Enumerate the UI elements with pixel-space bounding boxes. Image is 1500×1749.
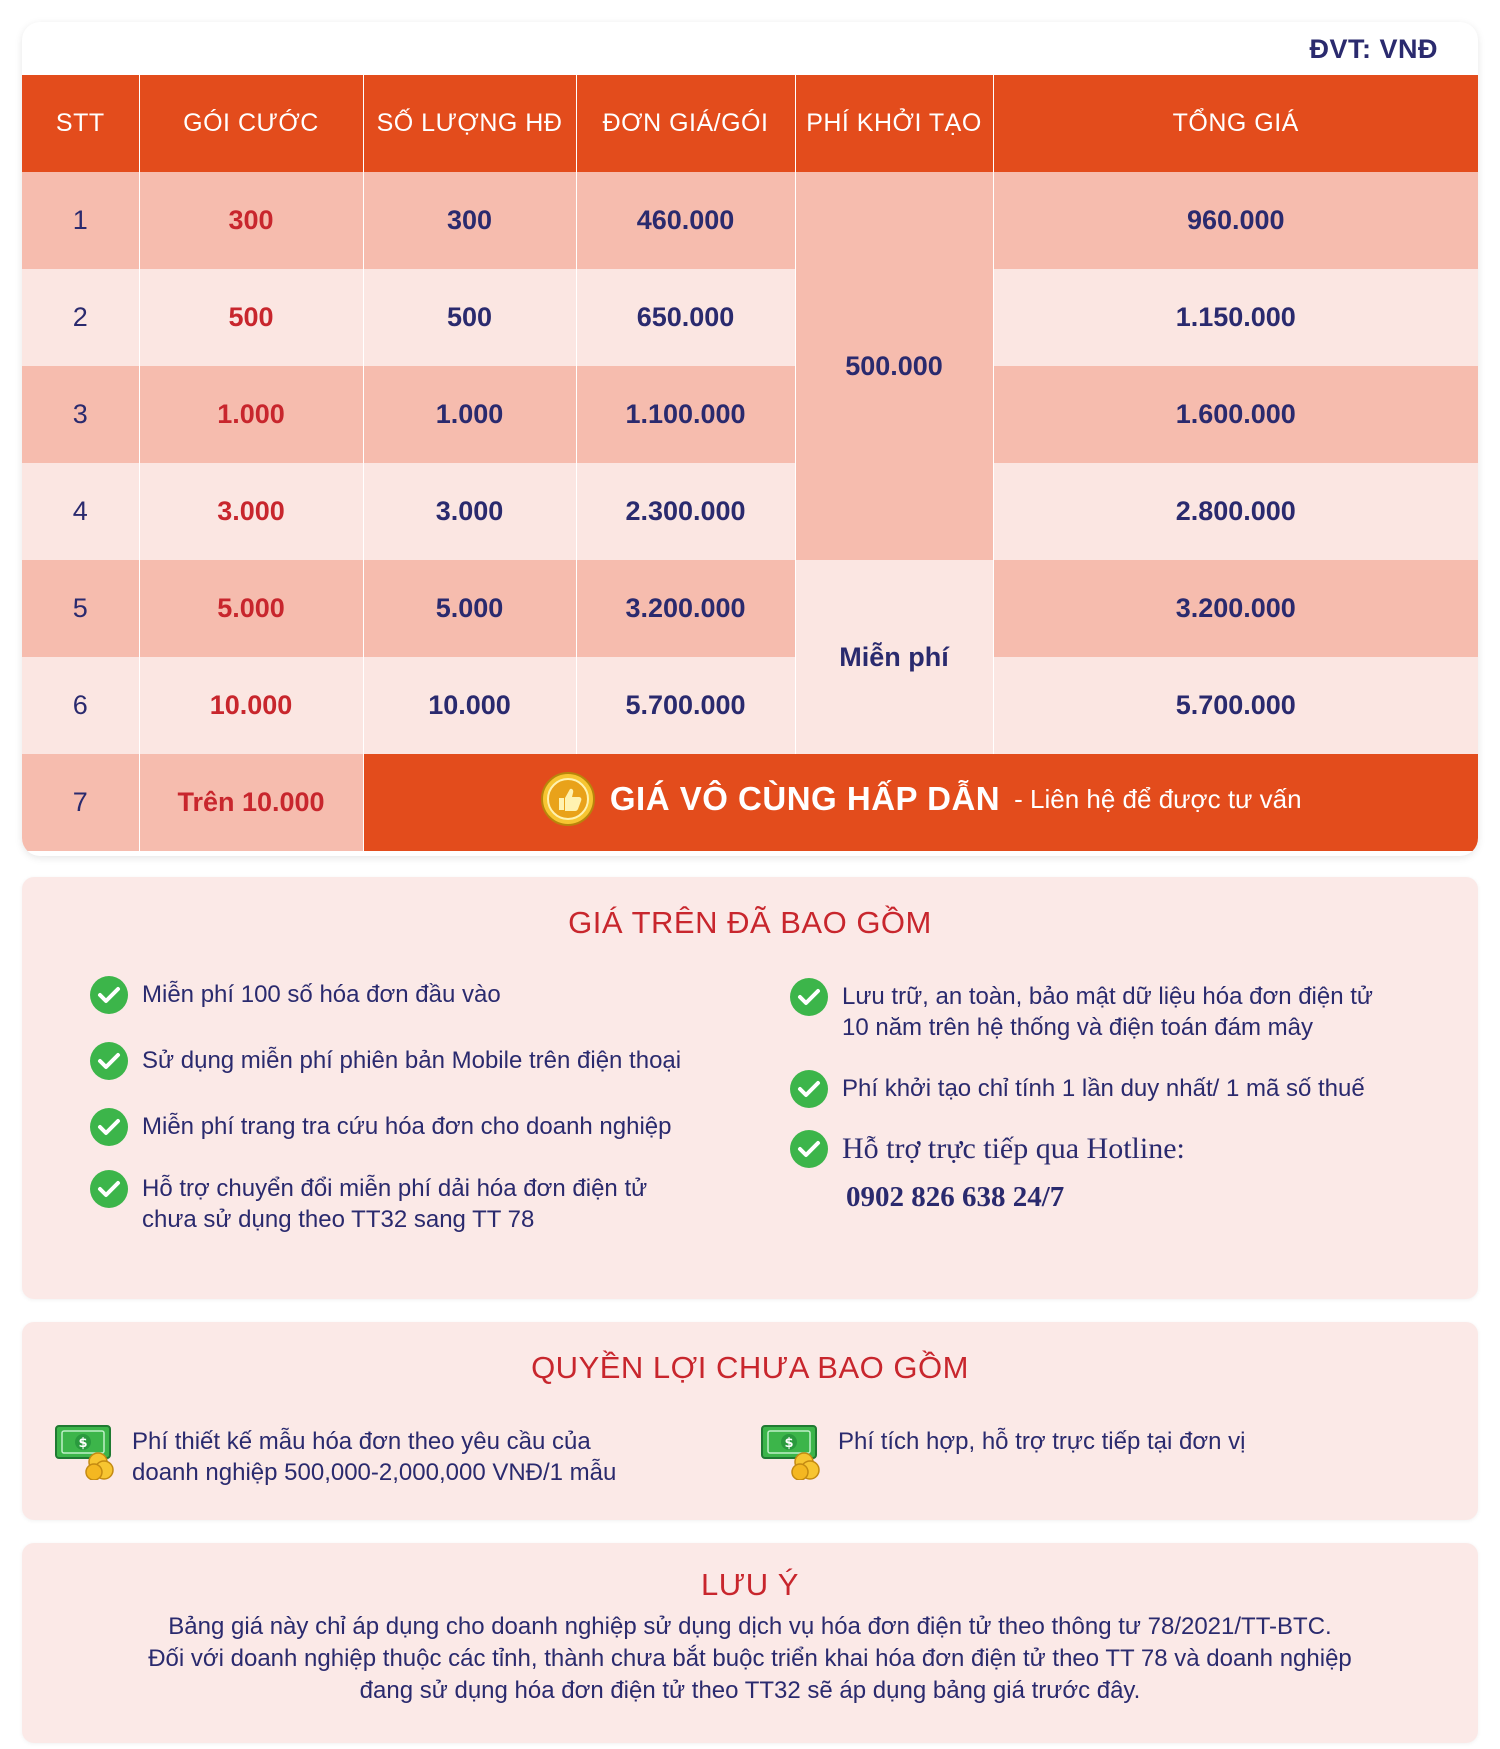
excluded-title: QUYỀN LỢI CHƯA BAO GỒM: [531, 1350, 969, 1385]
included-title: GIÁ TRÊN ĐÃ BAO GỒM: [568, 905, 932, 940]
table-row: [22, 560, 1478, 657]
list-item: [90, 1173, 647, 1235]
list-item: [90, 979, 501, 1014]
item-text: Miễn phí 100 số hóa đơn đầu vào: [142, 981, 501, 1008]
list-item: [90, 1045, 681, 1080]
check-icon: [90, 976, 128, 1014]
cell-unit-price: 2.300.000: [576, 463, 795, 560]
cell-unit-price: 3.200.000: [576, 560, 795, 657]
cell-stt: 1: [22, 172, 139, 269]
item-text: Phí tích hợp, hỗ trợ trực tiếp tại đơn vị: [838, 1428, 1246, 1455]
item-text-line2: doanh nghiệp 500,000-2,000,000 VNĐ/1 mẫu: [132, 1459, 617, 1486]
hotline-item: [790, 1133, 1185, 1168]
cell-init-fee-free: Miễn phí: [795, 560, 993, 754]
header-stt: STT: [22, 75, 139, 172]
promo-subtitle: - Liên hệ để được tư vấn: [1014, 783, 1302, 814]
unit-label: ĐVT: VNĐ: [1309, 34, 1438, 64]
svg-text:$: $: [784, 1436, 794, 1451]
cell-quantity: 5.000: [363, 560, 576, 657]
header-package: GÓI CƯỚC: [139, 75, 363, 172]
note-title: LƯU Ý: [701, 1567, 799, 1602]
promo-cell: [363, 754, 1478, 851]
cell-total: 960.000: [993, 172, 1478, 269]
list-item: [790, 1073, 1365, 1108]
cell-quantity: 300: [363, 172, 576, 269]
money-coins-icon: [54, 1422, 118, 1480]
cell-package: 500: [139, 269, 363, 366]
check-icon: [90, 1108, 128, 1146]
item-text-line2: 10 năm trên hệ thống và điện toán đám mây: [842, 1014, 1313, 1041]
item-text: Hỗ trợ chuyển đổi miễn phí dải hóa đơn điện tử: [142, 1175, 648, 1202]
cell-stt: 3: [22, 366, 139, 463]
item-text-line2: chưa sử dụng theo TT32 sang TT 78: [142, 1206, 535, 1233]
cell-total: 2.800.000: [993, 463, 1478, 560]
note-line-2: Đối với doanh nghiệp thuộc các tỉnh, thành chưa bắt buộc triển khai hóa đơn điện tử theo TT 78 và doanh nghiệp: [148, 1645, 1352, 1672]
check-icon: [790, 1070, 828, 1108]
table-row: [22, 366, 1478, 463]
check-icon: [90, 1042, 128, 1080]
cell-stt: 2: [22, 269, 139, 366]
money-coins-icon: [760, 1422, 824, 1480]
list-item: [54, 1426, 616, 1488]
cell-quantity: 3.000: [363, 463, 576, 560]
table-row: [22, 269, 1478, 366]
hotline-number[interactable]: 0902 826 638 24/7: [846, 1181, 1065, 1213]
cell-stt: 7: [22, 754, 139, 851]
cell-unit-price: 1.100.000: [576, 366, 795, 463]
cell-unit-price: 5.700.000: [576, 657, 795, 754]
item-text: Miễn phí trang tra cứu hóa đơn cho doanh nghiệp: [142, 1113, 672, 1140]
cell-unit-price: 460.000: [576, 172, 795, 269]
check-icon: [790, 978, 828, 1016]
cell-package: 1.000: [139, 366, 363, 463]
cell-total: 1.150.000: [993, 269, 1478, 366]
list-item: [90, 1111, 672, 1146]
item-text: Phí khởi tạo chỉ tính 1 lần duy nhất/ 1 mã số thuế: [842, 1075, 1365, 1102]
item-text: Sử dụng miễn phí phiên bản Mobile trên điện thoại: [142, 1047, 682, 1074]
cell-package: 5.000: [139, 560, 363, 657]
table-header-row: [22, 75, 1478, 172]
cell-total: 5.700.000: [993, 657, 1478, 754]
cell-quantity: 1.000: [363, 366, 576, 463]
cell-total: 3.200.000: [993, 560, 1478, 657]
note-line-1: Bảng giá này chỉ áp dụng cho doanh nghiệp sử dụng dịch vụ hóa đơn điện tử theo thông tư 78/2021/TT-BTC.: [168, 1613, 1332, 1640]
cell-stt: 5: [22, 560, 139, 657]
price-table-card: [22, 22, 1478, 856]
promo-title: GIÁ VÔ CÙNG HẤP DẪN: [609, 780, 1001, 817]
cell-package: 300: [139, 172, 363, 269]
cell-quantity: 500: [363, 269, 576, 366]
table-row: [22, 463, 1478, 560]
thumbs-up-medal-icon: [540, 771, 596, 827]
header-total: TỔNG GIÁ: [993, 75, 1478, 172]
table-row: [22, 172, 1478, 269]
header-unit-price: ĐƠN GIÁ/GÓI: [576, 75, 795, 172]
cell-package: 3.000: [139, 463, 363, 560]
price-table: [22, 75, 1478, 851]
table-row-custom: [22, 754, 1478, 851]
check-icon: [90, 1170, 128, 1208]
cell-package: Trên 10.000: [139, 754, 363, 851]
list-item: [760, 1426, 1245, 1480]
check-icon: [790, 1130, 828, 1168]
table-row: [22, 657, 1478, 754]
cell-package: 10.000: [139, 657, 363, 754]
included-benefits-card: [22, 877, 1478, 1299]
header-quantity: SỐ LƯỢNG HĐ: [363, 75, 576, 172]
excluded-benefits-card: [22, 1322, 1478, 1520]
header-init-fee: PHÍ KHỞI TẠO: [795, 75, 993, 172]
cell-stt: 6: [22, 657, 139, 754]
item-text: Phí thiết kế mẫu hóa đơn theo yêu cầu của: [132, 1428, 591, 1455]
cell-stt: 4: [22, 463, 139, 560]
cell-quantity: 10.000: [363, 657, 576, 754]
note-line-3: đang sử dụng hóa đơn điện tử theo TT32 sẽ áp dụng bảng giá trước đây.: [359, 1677, 1141, 1704]
hotline-label: Hỗ trợ trực tiếp qua Hotline:: [842, 1132, 1185, 1165]
item-text: Lưu trữ, an toàn, bảo mật dữ liệu hóa đơn điện tử: [842, 983, 1373, 1010]
cell-total: 1.600.000: [993, 366, 1478, 463]
note-card: [22, 1543, 1478, 1743]
list-item: [790, 981, 1373, 1043]
cell-unit-price: 650.000: [576, 269, 795, 366]
cell-init-fee-paid: 500.000: [795, 172, 993, 560]
svg-text:$: $: [78, 1436, 88, 1451]
